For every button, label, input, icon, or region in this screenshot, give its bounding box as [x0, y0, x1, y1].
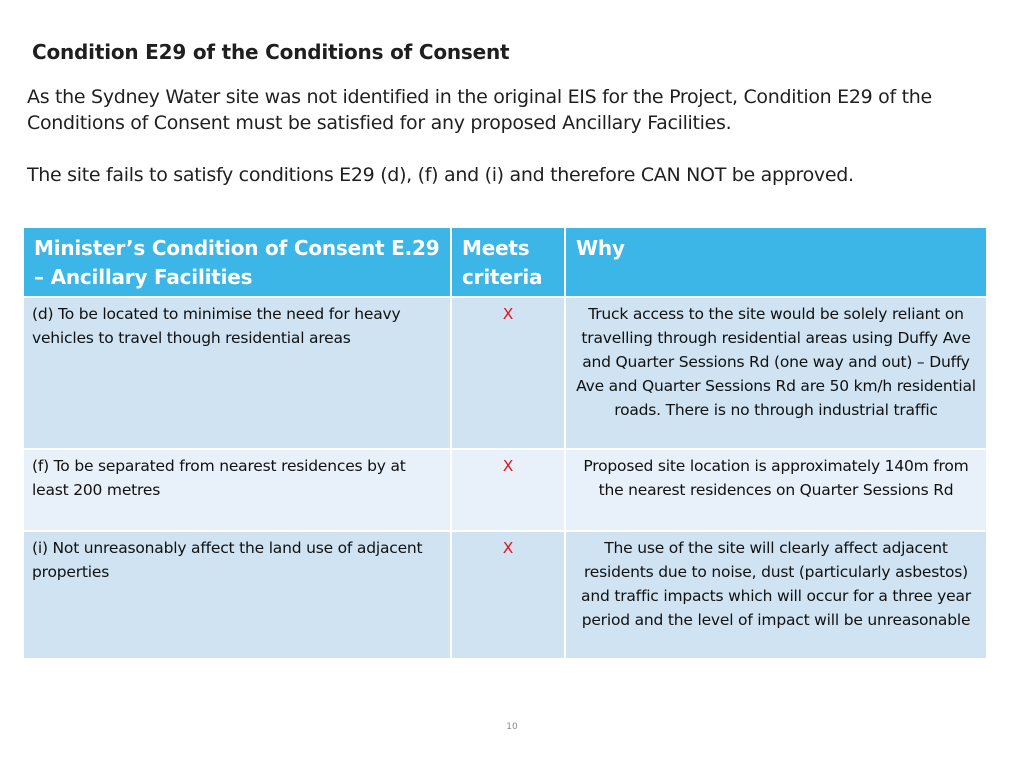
table-header-row [23, 227, 987, 297]
intro-text [27, 84, 987, 188]
meets-criteria-cell: X [451, 531, 565, 659]
condition-cell: (f) To be separated from nearest residences by at least 200 metres [23, 449, 451, 531]
header-condition: Minister’s Condition of Consent E.29 – Ancillary Facilities [23, 227, 451, 297]
table-row [23, 531, 987, 659]
meets-criteria-cell: X [451, 297, 565, 449]
header-why: Why [565, 227, 987, 297]
conditions-table [22, 226, 988, 660]
why-cell: Proposed site location is approximately 140m from the nearest residences on Quarter Sessions Rd [565, 449, 987, 531]
intro-paragraph-1: As the Sydney Water site was not identified in the original EIS for the Project, Condition E29 of the Conditions of Consent must be satisfied for any proposed Ancillary Facilities. [27, 86, 932, 134]
slide-title: Condition E29 of the Conditions of Consent [32, 40, 510, 64]
condition-cell: (i) Not unreasonably affect the land use of adjacent properties [23, 531, 451, 659]
table-row [23, 297, 987, 449]
intro-paragraph-2: The site fails to satisfy conditions E29 (d), (f) and (i) and therefore CAN NOT be approved. [27, 164, 854, 186]
meets-criteria-cell: X [451, 449, 565, 531]
condition-cell: (d) To be located to minimise the need for heavy vehicles to travel though residential areas [23, 297, 451, 449]
why-cell: Truck access to the site would be solely reliant on travelling through residential areas using Duffy Ave and Quarter Sessions Rd (one way and out) – Duffy Ave and Quarter Sessions Rd are 50 km/h residential roads. There is no through industrial traffic [565, 297, 987, 449]
table-row [23, 449, 987, 531]
page-number: 10 [506, 722, 518, 732]
header-meets-criteria: Meets criteria [451, 227, 565, 297]
why-cell: The use of the site will clearly affect adjacent residents due to noise, dust (particularly asbestos) and traffic impacts which will occur for a three year period and the level of impact will be unreasonable [565, 531, 987, 659]
